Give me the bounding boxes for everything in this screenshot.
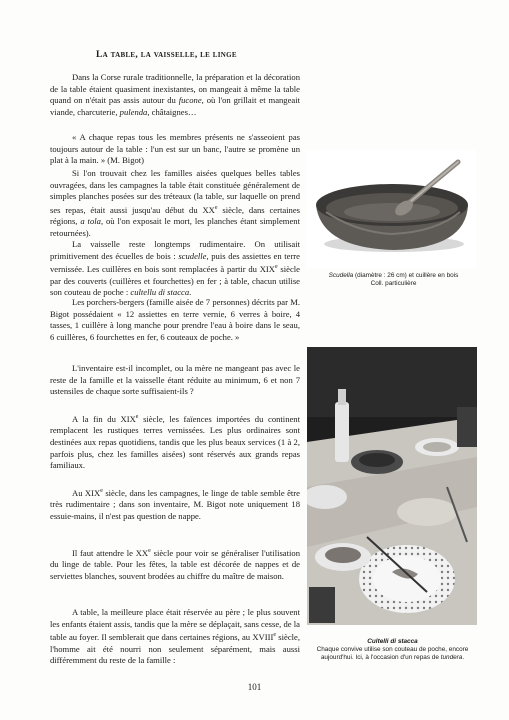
page-title: La table, la vaisselle, le linge	[96, 50, 237, 60]
paragraph-2	[50, 132, 300, 167]
paragraph-segment: siècle, l'homme ait été nourri non seulement séparément, mais aussi différemment du reste de la famille :	[50, 632, 300, 666]
paragraph-segment: L'inventaire est-il incomplet, ou la mère ne mangeant pas avec le reste de la famille et la vaisselle étant réduite au minimum, 6 et non 7 ustensiles de chaque sorte suffisaient-ils ?	[50, 363, 300, 397]
paragraph-segment: siècle, les faïences importées du continent remplacent les rustiques terres vernissées. Les plus ordinaires sont destinées aux repas quotidiens, tandis que les plus beaux services (1 à 2, parfois plus, chez les familles aisées) sont réservés aux grands repas familiaux.	[50, 413, 300, 471]
paragraph-segment: La vaisselle reste longtemps rudimentaire. On utilisait primitivement des écuelles de bois :	[50, 239, 300, 261]
paragraph-3	[50, 168, 300, 239]
paragraph-segment: a tola	[80, 216, 101, 227]
paragraph-4	[50, 239, 300, 299]
paragraph-segment: e	[148, 548, 151, 554]
paragraph-8	[50, 486, 300, 523]
paragraph-segment: , puis des assiettes en terre vernissée. Les cuillères en bois sont remplacées à partir du XIX	[50, 250, 300, 275]
paragraph-5	[50, 297, 300, 343]
paragraph-segment: siècle pour voir se généraliser l'utilisation du linge de table. Pour les fêtes, la table est décorée de nappes et de serviettes blanches, souvent brodées au chiffre du maître de maison.	[50, 547, 300, 582]
page-number: 101	[247, 682, 262, 692]
paragraph-segment: Il faut attendre le XX	[72, 547, 149, 558]
bowl-photo	[306, 150, 476, 268]
bowl-caption-collection: Coll. particulière	[370, 280, 417, 287]
paragraph-1	[50, 72, 300, 118]
table-photo	[307, 347, 477, 625]
paragraph-9	[50, 546, 300, 583]
paragraph-segment: e	[100, 488, 103, 494]
paragraph-segment: , où l'on grillait et mangeait viande, charcuterie,	[50, 95, 301, 117]
bowl-caption	[306, 272, 481, 288]
paragraph-segment: .	[189, 287, 192, 298]
paragraph-segment: siècle par des couverts (cuillères et fourchettes) en fer ; à table, chacun utilise son couteau de poche :	[50, 264, 300, 298]
paragraph-segment: Dans la Corse rurale traditionnelle, la préparation et la décoration de la table étaient quasiment inexistantes, on mangeait à même la table quand on n'était pas assis autour du	[50, 72, 300, 106]
paragraph-segment: , où l'on exposait le mort, les planches étant simplement retournées).	[50, 216, 300, 238]
paragraph-segment: e	[273, 632, 277, 639]
paragraph-segment: Au XIX	[72, 487, 101, 498]
paragraph-segment: e	[214, 204, 218, 211]
paragraph-segment: A la fin du XIX	[72, 413, 136, 424]
table-caption-line2c: .	[462, 654, 465, 661]
bowl-caption-rest: (diamètre : 26 cm) et cuillère en bois	[353, 272, 459, 279]
paragraph-6	[50, 363, 300, 398]
paragraph-segment: Les porchers-bergers (famille aisée de 7 personnes) décrits par M. Bigot possédaient « 12 assiettes en terre vernie, 6 verres à boire, 4 tasses, 1 cuillère à long manche pour prendre l'eau à boire dans le seau, 6 cuillères, 6 fourchettes en fer, 6 couteaux de poche. »	[50, 297, 300, 342]
paragraph-segment: siècle, dans les campagnes, le linge de table semble être très rudimentaire ; dans son inventaire, M. Bigot note uniquement 18 essuie-mains, il n'est pas question de nappe.	[50, 487, 300, 522]
paragraph-segment: fucone	[178, 95, 202, 106]
paragraph-segment: e	[275, 264, 278, 271]
table-caption-line2b: tundera	[440, 654, 463, 661]
paragraph-segment: e	[135, 414, 139, 420]
table-caption-line2a: aujourd'hui. Ici, à l'occasion d'un repas de	[320, 654, 441, 661]
paragraph-segment: siècle, dans certaines régions,	[50, 204, 300, 227]
paragraph-7	[50, 412, 300, 472]
paragraph-segment: « A chaque repas tous les membres présents ne s'asseoient pas toujours autour de la table : l'un est sur un banc, l'autre se promène un plat à la main. » (M. Bigot)	[50, 132, 300, 166]
paragraph-segment: pulenda	[119, 106, 148, 117]
table-caption-title: Cultelli di stacca	[367, 638, 418, 645]
paragraph-segment: A table, la meilleure place était réservée au père ; le plus souvent les enfants étaient assis, tandis que la mère se déplaçait, sans cesse, de la table au foyer. Il semblerait que dans certaines régions, au XVIII	[50, 607, 300, 643]
paragraph-10	[50, 607, 300, 667]
paragraph-segment: , châtaignes…	[147, 106, 197, 117]
paragraph-segment: cultellu di stacca	[130, 287, 190, 298]
table-caption-line1: Chaque convive utilise son couteau de poche, encore	[316, 646, 469, 653]
paragraph-segment: scudelle	[178, 250, 207, 261]
paragraph-segment: Si l'on trouvait chez les familles aisées quelques belles tables ouvragées, dans les campagnes la table était constituée généralement de simples planches posées sur des tréteaux (la table, sur laquelle on prend ses repas, était aussi jusqu'au début du XX	[50, 168, 300, 215]
table-caption	[300, 638, 485, 662]
bowl-caption-italic: Scudella	[328, 272, 354, 279]
